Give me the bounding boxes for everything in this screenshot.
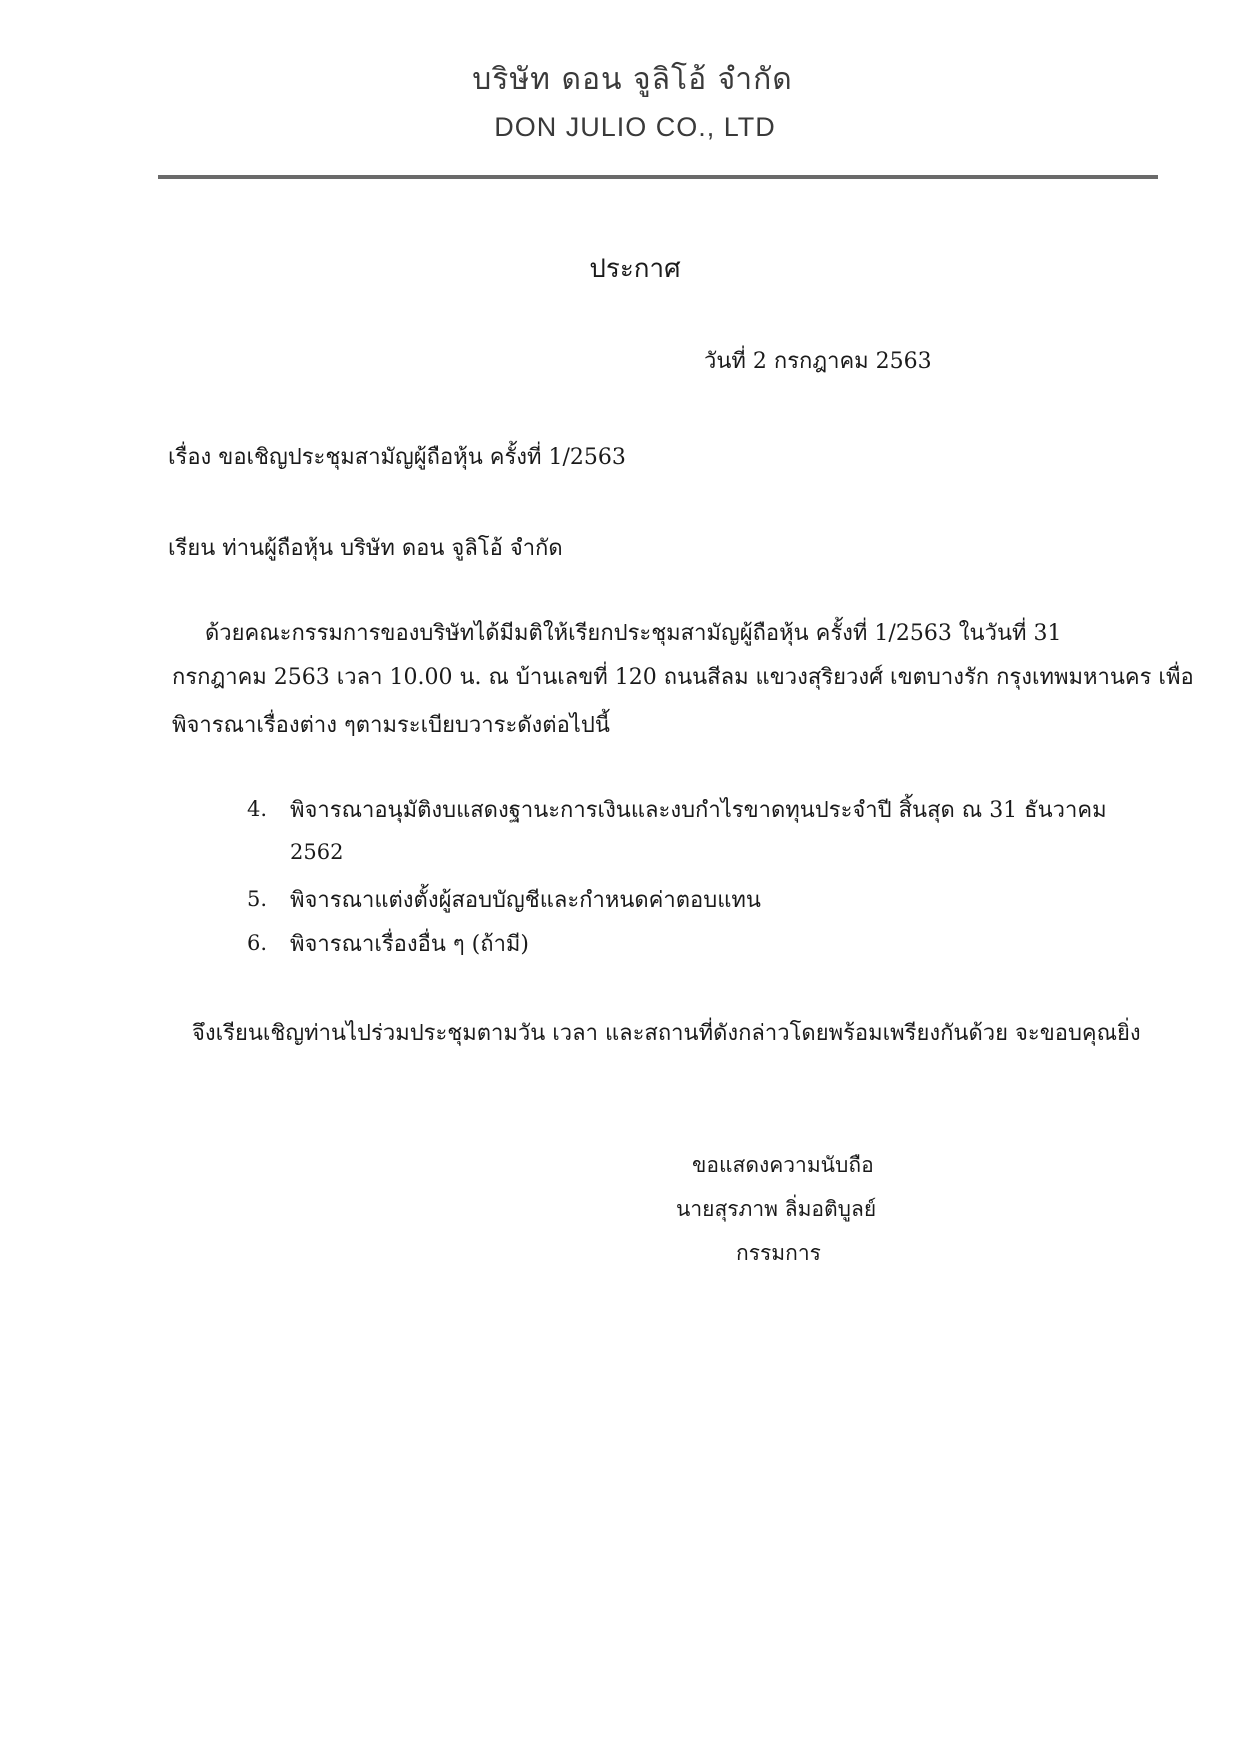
agenda-item-number: 5. xyxy=(247,887,268,911)
addressee-line: เรียน ท่านผู้ถือหุ้น บริษัท ดอน จูลิโอ้ จำกัด xyxy=(168,536,563,561)
signature-regards: ขอแสดงความนับถือ xyxy=(692,1153,874,1177)
signature-name: นายสุรภาพ ลิ่มอติบูลย์ xyxy=(676,1197,877,1221)
header-divider xyxy=(158,175,1158,179)
body-paragraph-line: ด้วยคณะกรรมการของบริษัทได้มีมติให้เรียกประชุมสามัญผู้ถือหุ้น ครั้งที่ 1/2563 ในวันที่ 31 xyxy=(205,621,1062,646)
agenda-item-text: พิจารณาแต่งตั้งผู้สอบบัญชีและกำหนดค่าตอบแทน xyxy=(290,888,761,913)
agenda-item-text: พิจารณาอนุมัติงบแสดงฐานะการเงินและงบกำไรขาดทุนประจำปี สิ้นสุด ณ 31 ธันวาคม xyxy=(290,798,1107,823)
agenda-item-text: พิจารณาเรื่องอื่น ๆ (ถ้ามี) xyxy=(290,932,530,957)
document-date: วันที่ 2 กรกฎาคม 2563 xyxy=(704,349,932,374)
body-paragraph-line: พิจารณาเรื่องต่าง ๆตามระเบียบวาระดังต่อไปนี้ xyxy=(172,713,610,738)
body-paragraph-line: กรกฎาคม 2563 เวลา 10.00 น. ณ บ้านเลขที่ 120 ถนนสีลม แขวงสุริยวงศ์ เขตบางรัก กรุงเทพมหานคร เพื่อ xyxy=(172,665,1194,690)
signature-position: กรรมการ xyxy=(736,1241,821,1265)
document-title: ประกาศ xyxy=(589,254,681,284)
agenda-item-number: 6. xyxy=(247,931,268,955)
company-name-thai: บริษัท ดอน จูลิโอ้ จำกัด xyxy=(472,62,793,97)
company-name-english: DON JULIO CO., LTD xyxy=(494,112,776,142)
subject-line: เรื่อง ขอเชิญประชุมสามัญผู้ถือหุ้น ครั้งที่ 1/2563 xyxy=(168,445,626,470)
agenda-item-continuation: 2562 xyxy=(290,840,344,864)
closing-paragraph: จึงเรียนเชิญท่านไปร่วมประชุมตามวัน เวลา และสถานที่ดังกล่าวโดยพร้อมเพรียงกันด้วย จะขอบคุณยิ่ง xyxy=(192,1021,1141,1046)
agenda-item-number: 4. xyxy=(247,797,268,821)
